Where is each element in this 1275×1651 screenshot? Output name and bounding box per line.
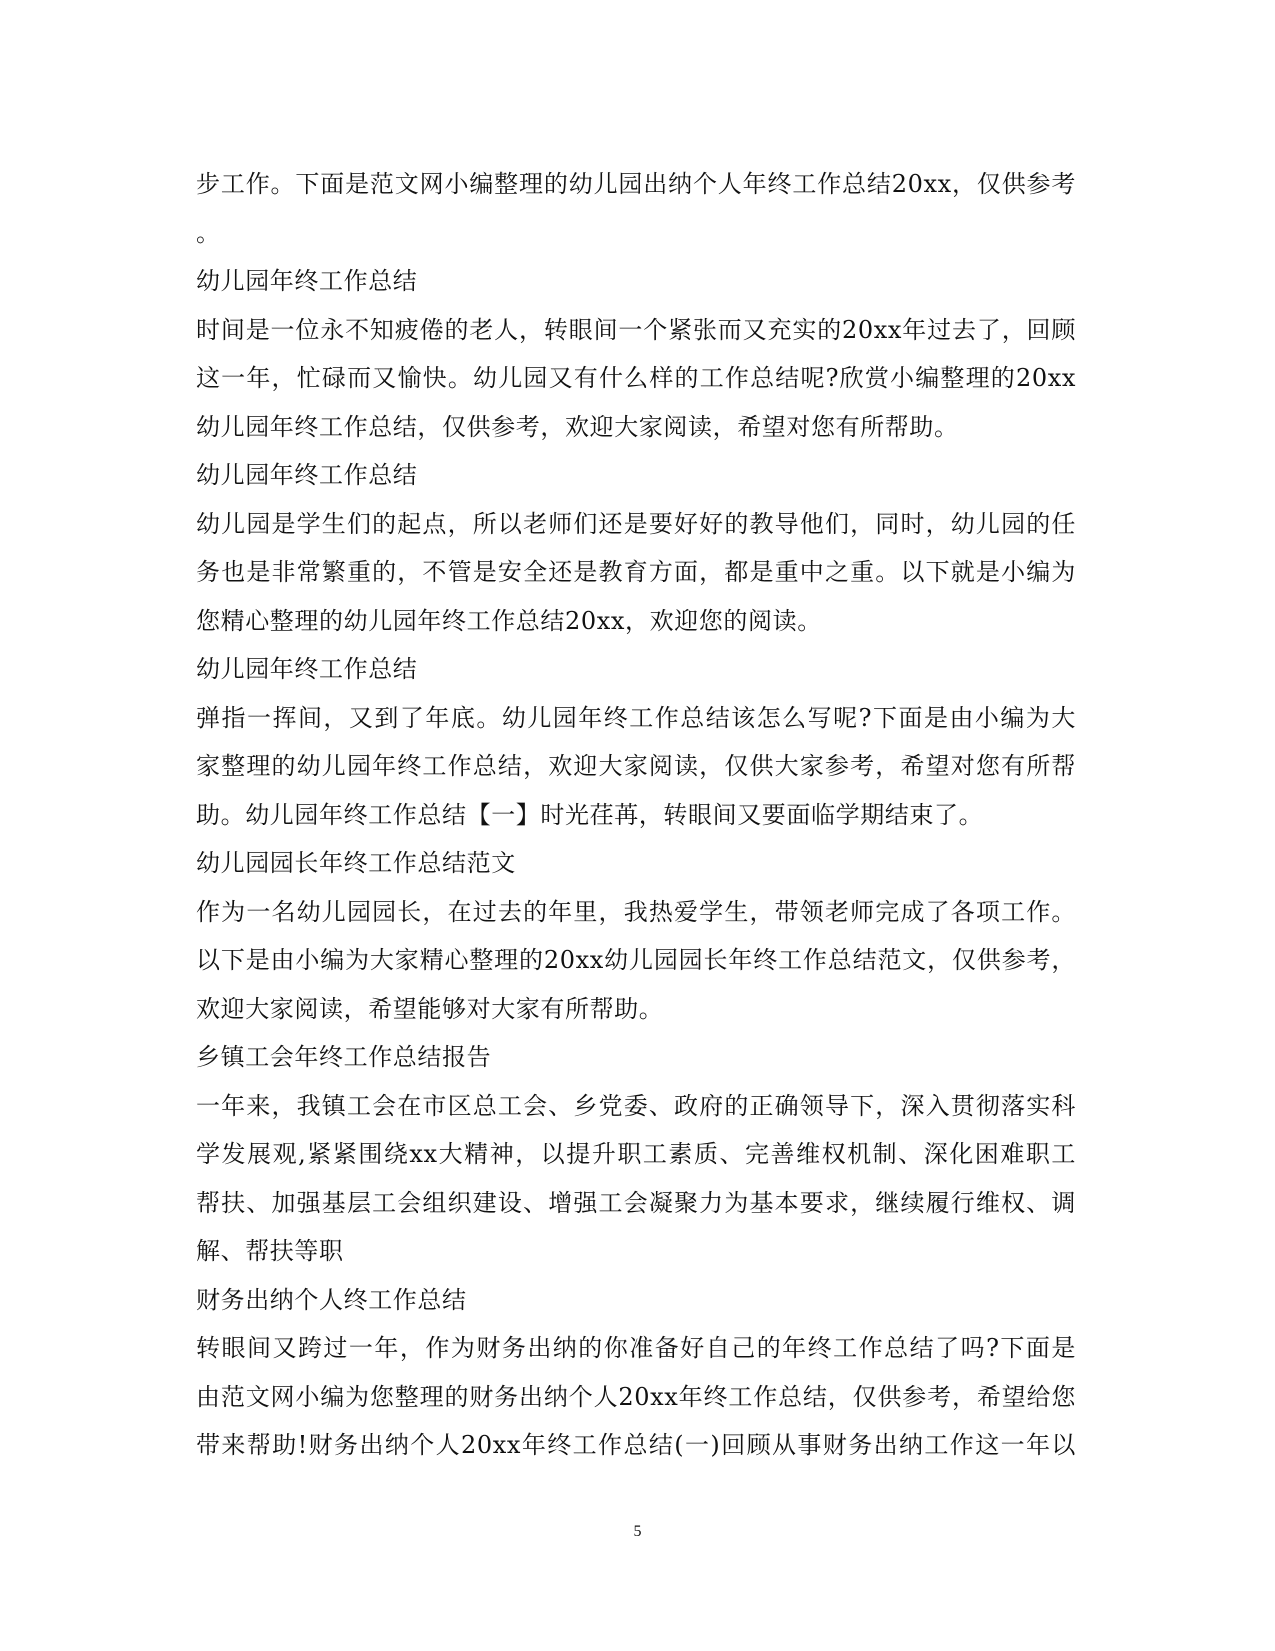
page-number: 5 [633,1523,642,1540]
body-text-line: 带来帮助!财务出纳个人20xx年终工作总结(一)回顾从事财务出纳工作这一年以 [196,1431,1076,1459]
body-text-line: 转眼间又跨过一年，作为财务出纳的你准备好自己的年终工作总结了吗?下面是 [196,1334,1076,1362]
body-text-line: 时间是一位永不知疲倦的老人，转眼间一个紧张而又充实的20xx年过去了，回顾 [196,315,1076,344]
body-text-line: 帮扶、加强基层工会组织建设、增强工会凝聚力为基本要求，继续履行维权、调 [196,1188,1076,1217]
section-heading: 财务出纳个人终工作总结 [196,1285,467,1314]
body-text-line: 您精心整理的幼儿园年终工作总结20xx，欢迎您的阅读。 [196,606,822,635]
body-text-line: 由范文网小编为您整理的财务出纳个人20xx年终工作总结，仅供参考，希望给您 [196,1382,1076,1411]
body-text-line: 作为一名幼儿园园长，在过去的年里，我热爱学生，带领老师完成了各项工作。 [196,897,1076,926]
section-heading: 乡镇工会年终工作总结报告 [196,1043,492,1071]
body-text-line: 学发展观,紧紧围绕xx大精神，以提升职工素质、完善维权机制、深化困难职工 [196,1140,1076,1168]
body-text-line: 以下是由小编为大家精心整理的20xx幼儿园园长年终工作总结范文，仅供参考， [196,946,1076,974]
body-text-line: 幼儿园是学生们的起点，所以老师们还是要好好的教导他们，同时，幼儿园的任 [196,509,1076,538]
body-text-line: 。 [196,218,221,247]
body-text-line: 步工作。下面是范文网小编整理的幼儿园出纳个人年终工作总结20xx，仅供参考 [196,170,1076,198]
body-text-line: 这一年，忙碌而又愉快。幼儿园又有什么样的工作总结呢?欣赏小编整理的20xx [196,364,1076,392]
body-text-line: 助。幼儿园年终工作总结【一】时光荏苒，转眼间又要面临学期结束了。 [196,800,984,829]
body-text-line: 一年来，我镇工会在市区总工会、乡党委、政府的正确领导下，深入贯彻落实科 [196,1091,1076,1120]
body-text-line: 务也是非常繁重的，不管是安全还是教育方面，都是重中之重。以下就是小编为 [196,558,1076,586]
section-heading: 幼儿园园长年终工作总结范文 [196,849,516,877]
body-text-line: 家整理的幼儿园年终工作总结，欢迎大家阅读，仅供大家参考，希望对您有所帮 [196,752,1076,780]
body-text-line: 欢迎大家阅读，希望能够对大家有所帮助。 [196,994,664,1023]
section-heading: 幼儿园年终工作总结 [196,655,418,683]
body-text-line: 弹指一挥间，又到了年底。幼儿园年终工作总结该怎么写呢?下面是由小编为大 [196,703,1076,732]
document-body [196,160,1076,1470]
body-text-line: 幼儿园年终工作总结，仅供参考，欢迎大家阅读，希望对您有所帮助。 [196,412,959,441]
body-text-line: 解、帮扶等职 [196,1237,344,1265]
section-heading: 幼儿园年终工作总结 [196,267,418,295]
section-heading: 幼儿园年终工作总结 [196,461,418,489]
